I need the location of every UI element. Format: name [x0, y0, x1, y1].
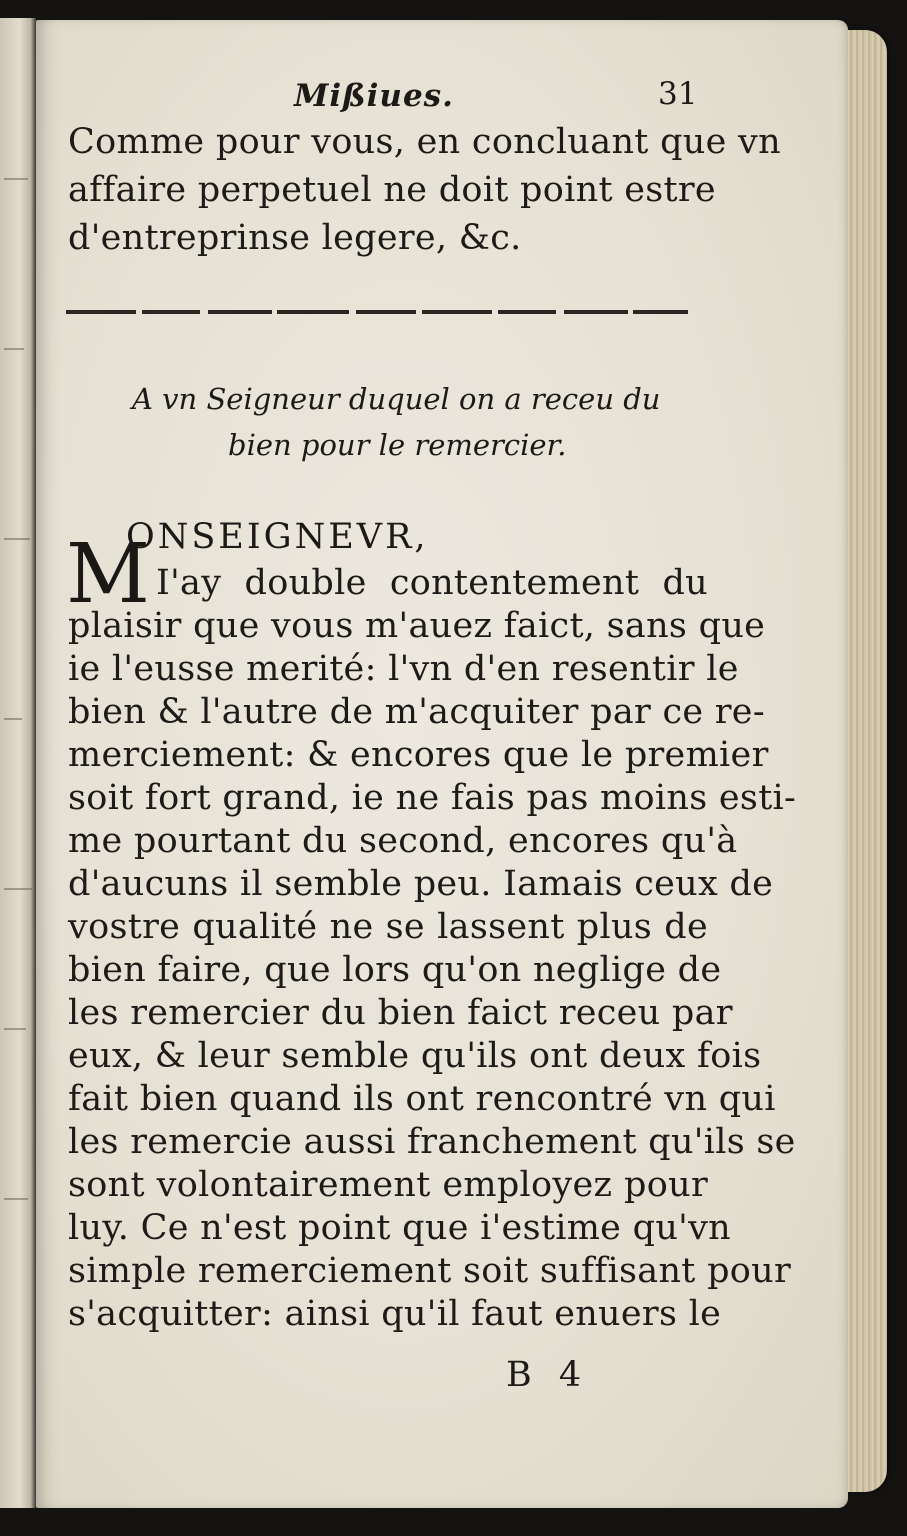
text-line: bien faire, que lors qu'on neglige de	[68, 950, 722, 990]
text-line: les remercier du bien faict receu par	[68, 993, 733, 1033]
page-number: 31	[658, 76, 698, 112]
running-head: Mißiues.	[294, 78, 454, 114]
text-line: eux, & leur semble qu'ils ont deux fois	[68, 1036, 762, 1076]
text-line: ie l'eusse merité: l'vn d'en resentir le	[68, 649, 739, 689]
text-line: me pourtant du second, encores qu'à	[68, 821, 738, 861]
text-line: luy. Ce n'est point que i'estime qu'vn	[68, 1208, 732, 1248]
text-line: fait bien quand ils ont rencontré vn qui	[68, 1079, 776, 1119]
text-line: sont volontairement employez pour	[68, 1165, 708, 1205]
text-line: d'aucuns il semble peu. Iamais ceux de	[68, 864, 774, 904]
text-line: merciement: & encores que le premier	[68, 735, 769, 775]
letter-heading-line: bien pour le remercier.	[228, 428, 567, 462]
drop-cap: M	[66, 527, 150, 622]
text-line: bien & l'autre de m'acquiter par ce re-	[68, 692, 765, 732]
facing-page-edge	[0, 18, 36, 1508]
book-page	[36, 20, 848, 1508]
text-line: Comme pour vous, en concluant que vn	[68, 122, 781, 162]
ornamental-rule	[66, 306, 688, 318]
salutation: ONSEIGNEVR,	[126, 517, 429, 557]
text-line: vostre qualité ne se lassent plus de	[68, 907, 708, 947]
text-line: I'ay double contentement du	[156, 563, 708, 603]
text-line: plaisir que vous m'auez faict, sans que	[68, 606, 766, 646]
signature-mark: B 4	[506, 1355, 590, 1395]
text-line: affaire perpetuel ne doit point estre	[68, 170, 716, 210]
text-line: d'entreprinse legere, &c.	[68, 218, 522, 258]
text-line: simple remerciement soit suffisant pour	[68, 1251, 792, 1291]
text-line: les remercie aussi franchement qu'ils se	[68, 1122, 796, 1162]
text-line: soit fort grand, ie ne fais pas moins esti-	[68, 778, 797, 818]
letter-heading-line: A vn Seigneur duquel on a receu du	[132, 382, 661, 416]
text-line: s'acquitter: ainsi qu'il faut enuers le	[68, 1294, 722, 1334]
